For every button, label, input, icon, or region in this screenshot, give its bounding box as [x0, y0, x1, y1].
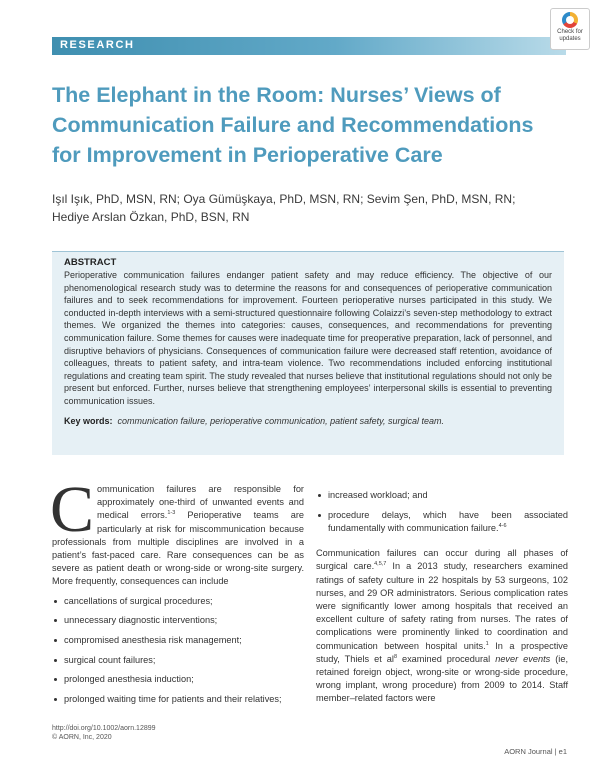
intro-text-2: Perioperative teams are particularly at risk for miscommunication because professionals from multiple disciplines are involved in a patient’s fast-paced care. Rare consequences can be as severe as patient death or wrong-side or wrong-site surgery. More frequently, consequences can include: [52, 510, 304, 587]
keywords: [64, 415, 552, 428]
keywords-list: communication failure, perioperative communication, patient safety, surgical team.: [117, 415, 445, 426]
abstract-heading: ABSTRACT: [64, 257, 117, 268]
reference-superscript[interactable]: 8: [393, 653, 397, 660]
list-item: increased workload; and: [316, 489, 568, 502]
reference-superscript[interactable]: 4-6: [498, 522, 507, 529]
section-label: RESEARCH: [60, 39, 135, 51]
list-item: unnecessary diagnostic interventions;: [52, 614, 304, 627]
section-band: [52, 37, 566, 55]
paragraph-text: In a prospective study, Thiels et al: [316, 640, 568, 664]
list-item-text: procedure delays, which have been associated fundamentally with communication failure.: [328, 509, 568, 533]
badge-text-line1: Check for: [557, 29, 583, 35]
journal-page-label: AORN Journal | e1: [504, 747, 567, 756]
copyright: © AORN, Inc, 2020: [52, 734, 112, 741]
abstract-box: [52, 251, 564, 455]
paragraph-text: examined procedural: [397, 653, 496, 664]
paragraph-text: Communication failures can occur during all phases of surgical care.: [316, 548, 568, 572]
doi-link[interactable]: http://doi.org/10.1002/aorn.12899: [52, 725, 156, 732]
crossmark-icon: [562, 12, 578, 28]
list-item: [316, 509, 568, 535]
author-list: [52, 190, 562, 226]
body-column-right: [316, 489, 568, 706]
reference-superscript[interactable]: 1-3: [167, 510, 176, 517]
body-column-left: [50, 473, 304, 713]
intro-text-1: ommunication failures are responsible for approximately one-third of unwanted events and medical errors.: [97, 484, 304, 521]
emphasis-text: never events: [495, 653, 551, 664]
body-paragraph: [316, 547, 568, 705]
article-title: The Elephant in the Room: Nurses’ Views of Communication Failure and Recommendations for Improvement in Perioperative Care: [52, 83, 534, 167]
list-item: prolonged waiting time for patients and their relatives;: [52, 693, 304, 706]
reference-superscript[interactable]: 1: [485, 640, 489, 647]
authors-line-2: Hediye Arslan Özkan, PhD, BSN, RN: [52, 210, 250, 224]
reference-superscript[interactable]: 4,5,7: [374, 561, 387, 568]
drop-cap: C: [50, 473, 95, 546]
keywords-label: Key words:: [64, 415, 113, 426]
list-item: compromised anesthesia risk management;: [52, 634, 304, 647]
list-item: prolonged anesthesia induction;: [52, 673, 304, 686]
check-for-updates-badge[interactable]: [550, 8, 590, 50]
intro-paragraph: [50, 473, 304, 589]
consequences-list-continued: [316, 489, 568, 535]
footer-citation: [52, 724, 156, 742]
list-item: cancellations of surgical procedures;: [52, 595, 304, 608]
authors-line-1: Işıl Işık, PhD, MSN, RN; Oya Gümüşkaya, PhD, MSN, RN; Sevim Şen, PhD, MSN, RN;: [52, 192, 516, 206]
badge-text-line2: updates: [559, 36, 581, 42]
abstract-text: Perioperative communication failures endanger patient safety and may reduce efficiency. The objective of our phenomenological research study was to determine the reasons for and consequences of perioperative communication failures and to seek recommendations for improvement. Fourteen perioperative nurses participated in this study. We conducted in-depth interviews with a semi-structured questionnaire following Colaizzi’s seven-step methodology to extract themes. We organized the themes into categories: causes, consequences, and recommendations for preventing communication failure. Some themes for causes were inadequate time for preoperative preparation, lack of personnel, and disruptive behaviors of physicians. Consequences of communication failure were decreased staff retention, avoidance of colleagues, threats to patient safety, and intra-team violence. Two recommendations included enforcing institutional regulations and creating team spirit. The study revealed that nurses believe that institutional regulations should not only be present but enforced. Further, nurses believe that strengthening employees’ interpersonal skills is essential to preventing communication issues.: [64, 270, 552, 406]
list-item: surgical count failures;: [52, 654, 304, 667]
paragraph-text: In a 2013 study, researchers examined ratings of safety culture in 22 hospitals by 53 surgeons, 102 nurses, and 29 OR administrators. Serious complication rates were significantly lower among hospitals that received an excellent culture of safety rating from nurses. The rates of complications were prominently linked to coordination and communication between hospital units.: [316, 561, 568, 651]
consequences-list: [52, 595, 304, 707]
paragraph-text: (ie, retained foreign object, wrong-site or wrong-side procedure, wrong implant, wrong procedure) from 2009 to 2014. Staff member–related factors were: [316, 653, 568, 704]
